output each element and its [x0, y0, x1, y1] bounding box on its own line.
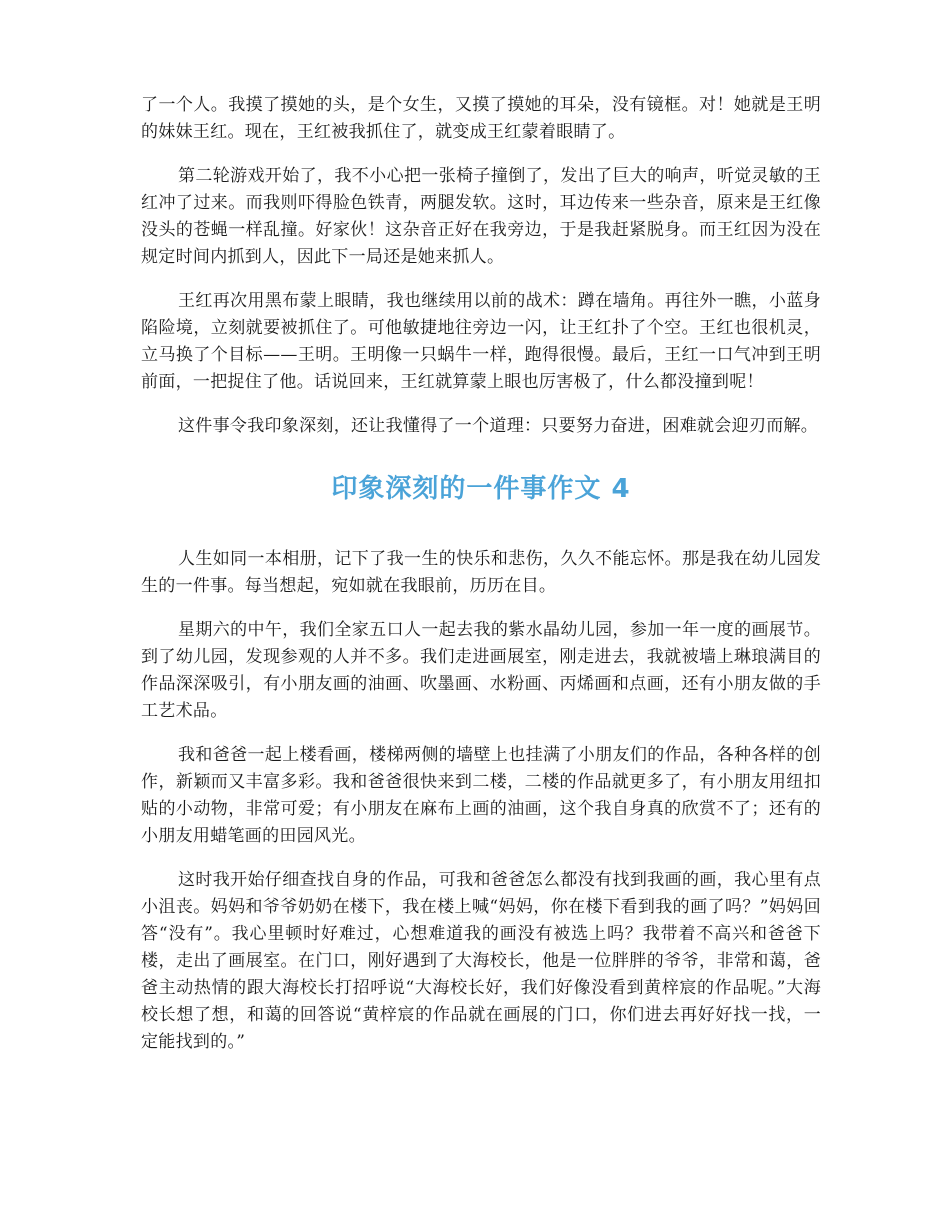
paragraph: 我和爸爸一起上楼看画，楼梯两侧的墙壁上也挂满了小朋友们的作品，各种各样的创作，新颖而又丰富多彩。我和爸爸很快来到二楼，二楼的作品就更多了，有小朋友用纽扣贴的小动物，非常可爱；有小朋友在麻布上画的油画，这个我自身真的欣赏不了；还有的小朋友用蜡笔画的田园风光。 — [141, 745, 821, 846]
paragraph-continued: 了一个人。我摸了摸她的头，是个女生，又摸了摸她的耳朵，没有镜框。对！她就是王明的妹妹王红。现在，王红被我抓住了，就变成王红蒙着眼睛了。 — [141, 95, 821, 142]
document-page — [141, 92, 821, 1073]
paragraph: 这件事令我印象深刻，还让我懂得了一个道理：只要努力奋进，困难就会迎刃而解。 — [178, 416, 819, 436]
section-title: 印象深刻的一件事作文 4 — [331, 474, 631, 504]
paragraph: 人生如同一本相册，记下了我一生的快乐和悲伤，久久不能忘怀。那是我在幼儿园发生的一件事。每当想起，宛如就在我眼前，历历在目。 — [141, 549, 821, 596]
paragraph: 王红再次用黑布蒙上眼睛，我也继续用以前的战术：蹲在墙角。再往外一瞧，小蓝身陷险境，立刻就要被抓住了。可他敏捷地往旁边一闪，让王红扑了个空。王红也很机灵，立马换了个目标——王明。王明像一只蜗牛一样，跑得很慢。最后，王红一口气冲到王明前面，一把捉住了他。话说回来，王红就算蒙上眼也厉害极了，什么都没撞到呢！ — [141, 291, 821, 392]
paragraph: 这时我开始仔细查找自身的作品，可我和爸爸怎么都没有找到我画的画，我心里有点小沮丧。妈妈和爷爷奶奶在楼下，我在楼上喊“妈妈，你在楼下看到我的画了吗？”妈妈回答“没有”。我心里顿时好难过，心想难道我的画没有被选上吗？我带着不高兴和爸爸下楼，走出了画展室。在门口，刚好遇到了大海校长，他是一位胖胖的爷爷，非常和蔼，爸爸主动热情的跟大海校长打招呼说“大海校长好，我们好像没看到黄梓宸的作品呢。”大海校长想了想，和蔼的回答说“黄梓宸的作品就在画展的门口，你们进去再好好找一找，一定能找到的。” — [141, 870, 821, 1052]
paragraph: 星期六的中午，我们全家五口人一起去我的紫水晶幼儿园，参加一年一度的画展节。到了幼儿园，发现参观的人并不多。我们走进画展室，刚走进去，我就被墙上琳琅满目的作品深深吸引，有小朋友画的油画、吹墨画、水粉画、丙烯画和点画，还有小朋友做的手工艺术品。 — [141, 620, 821, 721]
paragraph: 第二轮游戏开始了，我不小心把一张椅子撞倒了，发出了巨大的响声，听觉灵敏的王红冲了过来。而我则吓得脸色铁青，两腿发软。这时，耳边传来一些杂音，原来是王红像没头的苍蝇一样乱撞。好家伙！这杂音正好在我旁边，于是我赶紧脱身。而王红因为没在规定时间内抓到人，因此下一局还是她来抓人。 — [141, 166, 821, 267]
